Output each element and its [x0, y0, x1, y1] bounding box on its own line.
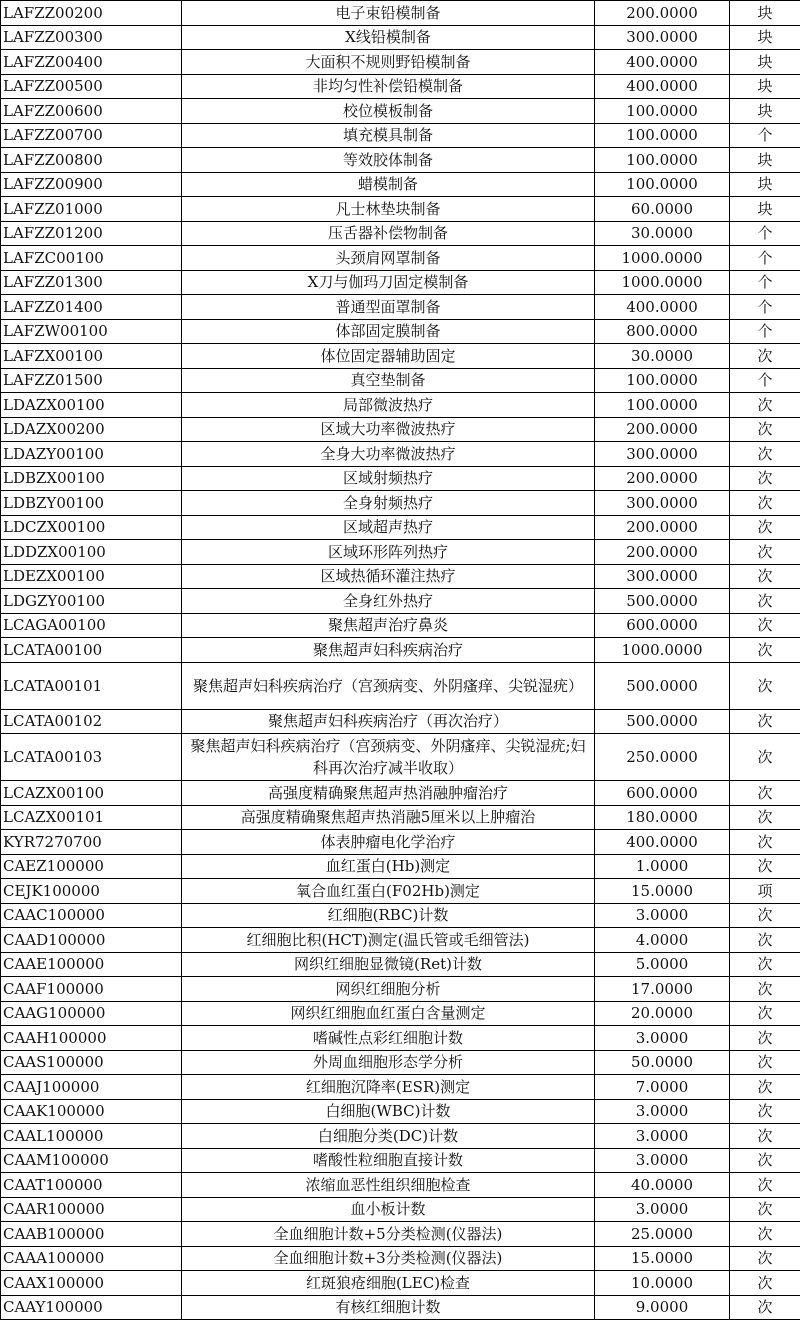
table-row — [1, 295, 800, 320]
item-code-cell: CAAA100000 — [1, 1246, 182, 1271]
item-code-cell: LDCZX00100 — [1, 515, 182, 540]
item-code-cell: CAAF100000 — [1, 977, 182, 1002]
item-code-cell: LAFZZ01300 — [1, 270, 182, 295]
price-cell: 1000.0000 — [595, 246, 730, 271]
table-row — [1, 1026, 800, 1051]
item-name-cell: 局部微波热疗 — [182, 393, 595, 418]
item-code-cell: CAAL100000 — [1, 1124, 182, 1149]
unit-cell: 次 — [730, 613, 800, 638]
price-cell: 4.0000 — [595, 928, 730, 953]
price-cell: 100.0000 — [595, 99, 730, 124]
item-name-cell: 嗜酸性粒细胞直接计数 — [182, 1148, 595, 1173]
item-name-cell: 等效胶体制备 — [182, 148, 595, 173]
item-code-cell: LAFZZ01500 — [1, 368, 182, 393]
unit-cell: 次 — [730, 1001, 800, 1026]
table-row — [1, 319, 800, 344]
item-code-cell: LAFZZ00500 — [1, 74, 182, 99]
unit-cell: 次 — [730, 709, 800, 734]
price-cell: 30.0000 — [595, 221, 730, 246]
unit-cell: 块 — [730, 197, 800, 222]
price-cell: 100.0000 — [595, 368, 730, 393]
item-name-cell: 大面积不规则野铅模制备 — [182, 50, 595, 75]
item-name-cell: 蜡模制备 — [182, 172, 595, 197]
item-name-cell: 体部固定膜制备 — [182, 319, 595, 344]
item-name-cell: 网织红细胞分析 — [182, 977, 595, 1002]
price-cell: 60.0000 — [595, 197, 730, 222]
unit-cell: 个 — [730, 221, 800, 246]
table-row — [1, 1197, 800, 1222]
price-cell: 300.0000 — [595, 442, 730, 467]
unit-cell: 个 — [730, 295, 800, 320]
unit-cell: 次 — [730, 1075, 800, 1100]
price-cell: 3.0000 — [595, 1148, 730, 1173]
price-cell: 400.0000 — [595, 830, 730, 855]
unit-cell: 次 — [730, 1148, 800, 1173]
item-code-cell: CAAS100000 — [1, 1050, 182, 1075]
unit-cell: 次 — [730, 952, 800, 977]
item-code-cell: LAFZZ01000 — [1, 197, 182, 222]
item-code-cell: LCATA00100 — [1, 638, 182, 663]
price-cell: 3.0000 — [595, 903, 730, 928]
price-cell: 7.0000 — [595, 1075, 730, 1100]
price-cell: 1000.0000 — [595, 270, 730, 295]
unit-cell: 次 — [730, 854, 800, 879]
item-name-cell: 凡士林垫块制备 — [182, 197, 595, 222]
item-name-cell: 全身射频热疗 — [182, 491, 595, 516]
item-code-cell: CAAH100000 — [1, 1026, 182, 1051]
table-row — [1, 1001, 800, 1026]
table-row — [1, 491, 800, 516]
unit-cell: 个 — [730, 319, 800, 344]
item-code-cell: LDDZX00100 — [1, 540, 182, 565]
price-cell: 15.0000 — [595, 879, 730, 904]
price-cell: 15.0000 — [595, 1246, 730, 1271]
table-row — [1, 1124, 800, 1149]
table-row — [1, 25, 800, 50]
table-row — [1, 638, 800, 663]
item-code-cell: CAAC100000 — [1, 903, 182, 928]
price-cell: 200.0000 — [595, 540, 730, 565]
table-row — [1, 1246, 800, 1271]
item-name-cell: X线铅模制备 — [182, 25, 595, 50]
item-name-cell: 区域大功率微波热疗 — [182, 417, 595, 442]
item-code-cell: LAFZX00100 — [1, 344, 182, 369]
item-name-cell: 白细胞分类(DC)计数 — [182, 1124, 595, 1149]
table-row — [1, 197, 800, 222]
price-cell: 3.0000 — [595, 1026, 730, 1051]
item-name-cell: 网织红细胞血红蛋白含量测定 — [182, 1001, 595, 1026]
item-code-cell: LAFZW00100 — [1, 319, 182, 344]
table-row — [1, 99, 800, 124]
item-name-cell: 聚焦超声妇科疾病治疗（宫颈病变、外阴瘙痒、尖锐湿疣） — [182, 662, 595, 709]
item-name-cell: 普通型面罩制备 — [182, 295, 595, 320]
table-row — [1, 393, 800, 418]
price-cell: 200.0000 — [595, 466, 730, 491]
item-code-cell: LCATA00102 — [1, 709, 182, 734]
unit-cell: 块 — [730, 148, 800, 173]
item-code-cell: LCAZX00101 — [1, 805, 182, 830]
item-code-cell: CAAY100000 — [1, 1295, 182, 1320]
price-cell: 800.0000 — [595, 319, 730, 344]
table-row — [1, 903, 800, 928]
item-code-cell: CAAM100000 — [1, 1148, 182, 1173]
unit-cell: 次 — [730, 564, 800, 589]
item-code-cell: LCATA00101 — [1, 662, 182, 709]
price-cell: 300.0000 — [595, 491, 730, 516]
unit-cell: 项 — [730, 879, 800, 904]
table-row — [1, 1295, 800, 1320]
unit-cell: 次 — [730, 1173, 800, 1198]
table-row — [1, 221, 800, 246]
item-name-cell: 有核红细胞计数 — [182, 1295, 595, 1320]
unit-cell: 次 — [730, 1271, 800, 1296]
table-row — [1, 854, 800, 879]
price-cell: 1.0000 — [595, 854, 730, 879]
item-name-cell: 高强度精确聚焦超声热消融5厘米以上肿瘤治 — [182, 805, 595, 830]
table-row — [1, 344, 800, 369]
unit-cell: 次 — [730, 417, 800, 442]
unit-cell: 次 — [730, 734, 800, 781]
table-row — [1, 515, 800, 540]
unit-cell: 次 — [730, 393, 800, 418]
table-row — [1, 172, 800, 197]
unit-cell: 次 — [730, 662, 800, 709]
table-row — [1, 1099, 800, 1124]
item-name-cell: 区域超声热疗 — [182, 515, 595, 540]
item-name-cell: 体表肿瘤电化学治疗 — [182, 830, 595, 855]
item-name-cell: 全血细胞计数+3分类检测(仪器法) — [182, 1246, 595, 1271]
item-code-cell: KYR7270700 — [1, 830, 182, 855]
item-code-cell: CAAG100000 — [1, 1001, 182, 1026]
item-name-cell: 填充模具制备 — [182, 123, 595, 148]
item-name-cell: 聚焦超声妇科疾病治疗（再次治疗） — [182, 709, 595, 734]
item-name-cell: 区域射频热疗 — [182, 466, 595, 491]
item-name-cell: 头颈肩网罩制备 — [182, 246, 595, 271]
unit-cell: 次 — [730, 638, 800, 663]
price-cell: 300.0000 — [595, 25, 730, 50]
table-row — [1, 540, 800, 565]
price-cell: 100.0000 — [595, 148, 730, 173]
unit-cell: 次 — [730, 442, 800, 467]
item-name-cell: 电子束铅模制备 — [182, 1, 595, 26]
unit-cell: 次 — [730, 515, 800, 540]
table-row — [1, 977, 800, 1002]
unit-cell: 次 — [730, 540, 800, 565]
price-cell: 500.0000 — [595, 709, 730, 734]
item-name-cell: 区域环形阵列热疗 — [182, 540, 595, 565]
unit-cell: 次 — [730, 928, 800, 953]
item-code-cell: LCAGA00100 — [1, 613, 182, 638]
price-cell: 20.0000 — [595, 1001, 730, 1026]
unit-cell: 次 — [730, 1295, 800, 1320]
table-row — [1, 1271, 800, 1296]
unit-cell: 次 — [730, 1222, 800, 1247]
unit-cell: 个 — [730, 246, 800, 271]
table-row — [1, 417, 800, 442]
item-name-cell: 聚焦超声妇科疾病治疗 — [182, 638, 595, 663]
item-code-cell: CAAJ100000 — [1, 1075, 182, 1100]
item-name-cell: 氧合血红蛋白(F02Hb)测定 — [182, 879, 595, 904]
price-cell: 500.0000 — [595, 662, 730, 709]
item-name-cell: 全血细胞计数+5分类检测(仪器法) — [182, 1222, 595, 1247]
item-name-cell: 全身大功率微波热疗 — [182, 442, 595, 467]
price-cell: 1000.0000 — [595, 638, 730, 663]
unit-cell: 次 — [730, 781, 800, 806]
unit-cell: 次 — [730, 1026, 800, 1051]
item-name-cell: 全身红外热疗 — [182, 589, 595, 614]
item-code-cell: LAFZZ00900 — [1, 172, 182, 197]
item-code-cell: CAAD100000 — [1, 928, 182, 953]
table-row — [1, 564, 800, 589]
item-name-cell: 体位固定器辅助固定 — [182, 344, 595, 369]
unit-cell: 块 — [730, 74, 800, 99]
table-row — [1, 879, 800, 904]
price-cell: 100.0000 — [595, 172, 730, 197]
table-row — [1, 1222, 800, 1247]
table-row — [1, 1148, 800, 1173]
table-body — [1, 1, 800, 1320]
price-cell: 9.0000 — [595, 1295, 730, 1320]
unit-cell: 个 — [730, 270, 800, 295]
table-row — [1, 928, 800, 953]
item-code-cell: LDAZX00100 — [1, 393, 182, 418]
price-cell: 30.0000 — [595, 344, 730, 369]
unit-cell: 块 — [730, 25, 800, 50]
table-row — [1, 50, 800, 75]
item-code-cell: LAFZZ00400 — [1, 50, 182, 75]
table-row — [1, 1, 800, 26]
table-row — [1, 734, 800, 781]
price-cell: 400.0000 — [595, 50, 730, 75]
item-code-cell: LDBZX00100 — [1, 466, 182, 491]
item-name-cell: 红细胞比积(HCT)测定(温氏管或毛细管法) — [182, 928, 595, 953]
table-row — [1, 1050, 800, 1075]
price-cell: 25.0000 — [595, 1222, 730, 1247]
price-cell: 40.0000 — [595, 1173, 730, 1198]
unit-cell: 次 — [730, 1099, 800, 1124]
unit-cell: 次 — [730, 491, 800, 516]
item-name-cell: X刀与伽玛刀固定模制备 — [182, 270, 595, 295]
price-cell: 250.0000 — [595, 734, 730, 781]
price-cell: 50.0000 — [595, 1050, 730, 1075]
table-row — [1, 830, 800, 855]
item-name-cell: 红细胞沉降率(ESR)测定 — [182, 1075, 595, 1100]
item-name-cell: 浓缩血恶性组织细胞检查 — [182, 1173, 595, 1198]
unit-cell: 次 — [730, 589, 800, 614]
price-cell: 600.0000 — [595, 781, 730, 806]
price-cell: 500.0000 — [595, 589, 730, 614]
item-name-cell: 真空垫制备 — [182, 368, 595, 393]
item-code-cell: CEJK100000 — [1, 879, 182, 904]
price-cell: 200.0000 — [595, 417, 730, 442]
unit-cell: 次 — [730, 830, 800, 855]
unit-cell: 次 — [730, 1197, 800, 1222]
item-name-cell: 嗜碱性点彩红细胞计数 — [182, 1026, 595, 1051]
unit-cell: 次 — [730, 1246, 800, 1271]
price-cell: 300.0000 — [595, 564, 730, 589]
item-code-cell: LAFZZ00800 — [1, 148, 182, 173]
item-code-cell: CAAX100000 — [1, 1271, 182, 1296]
table-row — [1, 709, 800, 734]
unit-cell: 块 — [730, 50, 800, 75]
item-code-cell: LDGZY00100 — [1, 589, 182, 614]
price-cell: 100.0000 — [595, 123, 730, 148]
item-code-cell: LCAZX00100 — [1, 781, 182, 806]
item-name-cell: 区域热循环灌注热疗 — [182, 564, 595, 589]
price-cell: 3.0000 — [595, 1099, 730, 1124]
item-code-cell: CAAR100000 — [1, 1197, 182, 1222]
table-row — [1, 662, 800, 709]
item-name-cell: 红细胞(RBC)计数 — [182, 903, 595, 928]
table-row — [1, 368, 800, 393]
item-name-cell: 白细胞(WBC)计数 — [182, 1099, 595, 1124]
table-row — [1, 442, 800, 467]
item-name-cell: 聚焦超声治疗鼻炎 — [182, 613, 595, 638]
item-code-cell: LAFZZ00700 — [1, 123, 182, 148]
unit-cell: 块 — [730, 1, 800, 26]
item-name-cell: 网织红细胞显微镜(Ret)计数 — [182, 952, 595, 977]
price-cell: 200.0000 — [595, 515, 730, 540]
item-name-cell: 外周血细胞形态学分析 — [182, 1050, 595, 1075]
unit-cell: 块 — [730, 172, 800, 197]
item-code-cell: LDAZX00200 — [1, 417, 182, 442]
price-cell: 600.0000 — [595, 613, 730, 638]
item-code-cell: CAAE100000 — [1, 952, 182, 977]
item-code-cell: LAFZC00100 — [1, 246, 182, 271]
unit-cell: 次 — [730, 977, 800, 1002]
item-name-cell: 血红蛋白(Hb)测定 — [182, 854, 595, 879]
item-name-cell: 高强度精确聚焦超声热消融肿瘤治疗 — [182, 781, 595, 806]
unit-cell: 块 — [730, 99, 800, 124]
unit-cell: 次 — [730, 805, 800, 830]
unit-cell: 次 — [730, 1124, 800, 1149]
item-code-cell: CAAB100000 — [1, 1222, 182, 1247]
item-name-cell: 血小板计数 — [182, 1197, 595, 1222]
table-row — [1, 1075, 800, 1100]
item-name-cell: 红斑狼疮细胞(LEC)检查 — [182, 1271, 595, 1296]
table-row — [1, 1173, 800, 1198]
unit-cell: 次 — [730, 344, 800, 369]
table-row — [1, 466, 800, 491]
price-cell: 3.0000 — [595, 1197, 730, 1222]
table-row — [1, 589, 800, 614]
table-row — [1, 781, 800, 806]
item-code-cell: LCATA00103 — [1, 734, 182, 781]
price-cell: 3.0000 — [595, 1124, 730, 1149]
item-code-cell: LAFZZ01200 — [1, 221, 182, 246]
item-code-cell: CAEZ100000 — [1, 854, 182, 879]
table-row — [1, 805, 800, 830]
item-code-cell: CAAK100000 — [1, 1099, 182, 1124]
item-name-cell: 压舌器补偿物制备 — [182, 221, 595, 246]
item-name-cell: 聚焦超声妇科疾病治疗（宫颈病变、外阴瘙痒、尖锐湿疣;妇科再次治疗减半收取） — [182, 734, 595, 781]
item-code-cell: CAAT100000 — [1, 1173, 182, 1198]
table-row — [1, 74, 800, 99]
item-code-cell: LDAZY00100 — [1, 442, 182, 467]
price-cell: 100.0000 — [595, 393, 730, 418]
table-row — [1, 270, 800, 295]
price-cell: 200.0000 — [595, 1, 730, 26]
unit-cell: 次 — [730, 903, 800, 928]
item-name-cell: 校位模板制备 — [182, 99, 595, 124]
item-code-cell: LAFZZ00300 — [1, 25, 182, 50]
item-code-cell: LDEZX00100 — [1, 564, 182, 589]
unit-cell: 个 — [730, 368, 800, 393]
item-name-cell: 非均匀性补偿铅模制备 — [182, 74, 595, 99]
table-row — [1, 613, 800, 638]
table-row — [1, 148, 800, 173]
table-row — [1, 952, 800, 977]
item-code-cell: LAFZZ00200 — [1, 1, 182, 26]
unit-cell: 次 — [730, 466, 800, 491]
item-code-cell: LAFZZ00600 — [1, 99, 182, 124]
price-cell: 400.0000 — [595, 74, 730, 99]
price-cell: 400.0000 — [595, 295, 730, 320]
item-code-cell: LAFZZ01400 — [1, 295, 182, 320]
unit-cell: 个 — [730, 123, 800, 148]
item-code-cell: LDBZY00100 — [1, 491, 182, 516]
price-cell: 180.0000 — [595, 805, 730, 830]
table-row — [1, 246, 800, 271]
price-cell: 5.0000 — [595, 952, 730, 977]
table-row — [1, 123, 800, 148]
price-cell: 10.0000 — [595, 1271, 730, 1296]
unit-cell: 次 — [730, 1050, 800, 1075]
price-cell: 17.0000 — [595, 977, 730, 1002]
